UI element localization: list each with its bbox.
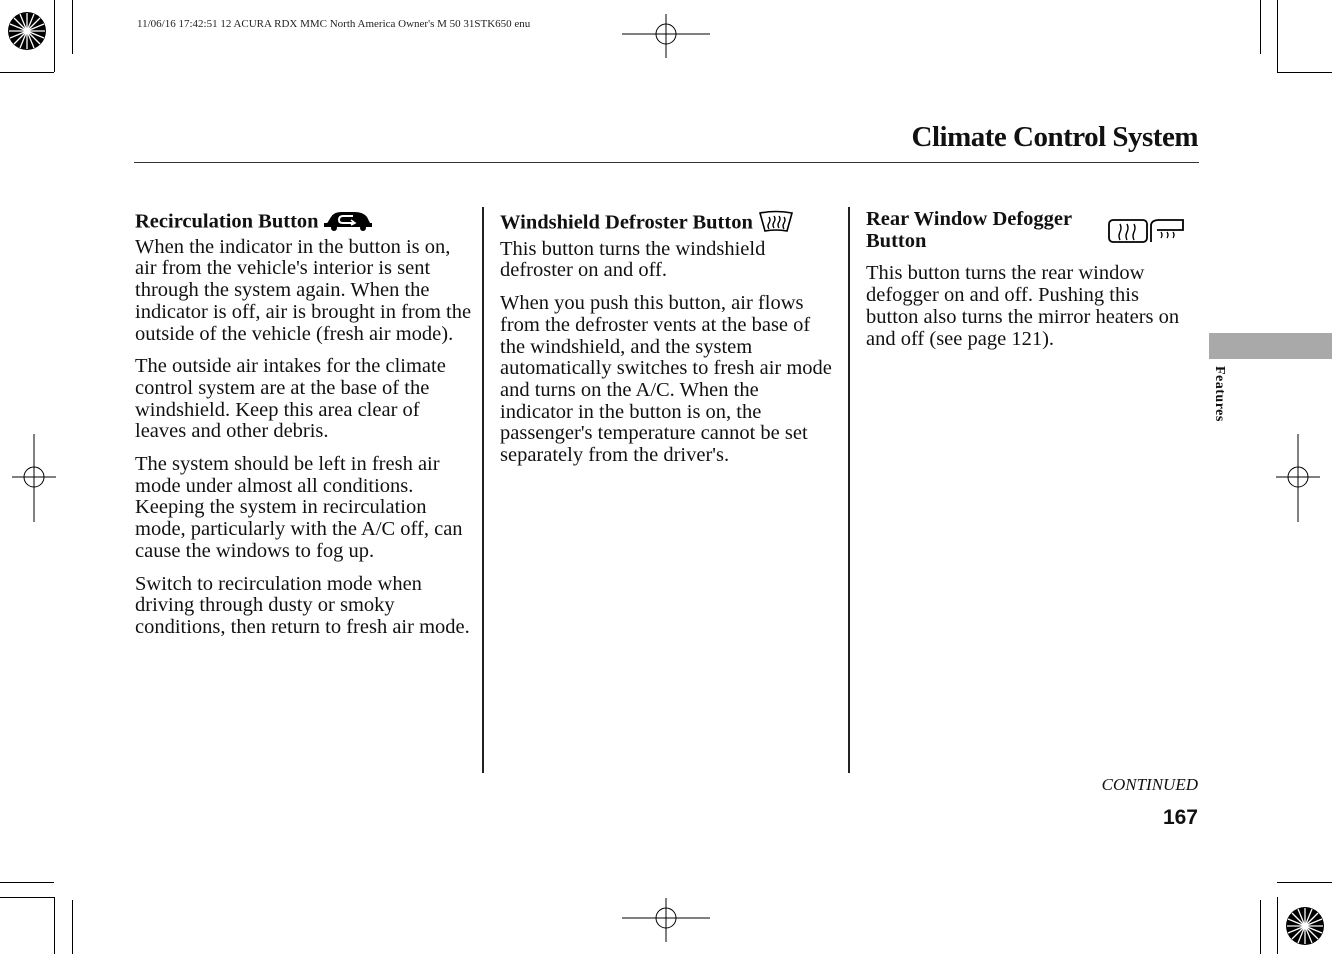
crosshair-mark-icon [1276,434,1320,522]
crosshair-mark-icon [12,434,56,522]
paragraph: When you push this button, air flows from the defroster vents at the base of the windshield, and the system automatically switches to fresh air mode and turns on the A/C. When the indicator in the button is on, the passenger's temperature cannot be set separately from the driver's. [500,292,832,467]
section-heading: Windshield Defroster Button [500,209,835,239]
page-title: Climate Control System [911,121,1198,153]
title-rule [134,162,1199,163]
recirculation-icon [323,209,373,237]
paragraph: Switch to recirculation mode when driving through dusty or smoky conditions, then return to fresh air mode. [135,572,470,638]
rear-defogger-icon [1107,216,1187,252]
section-heading-row [866,209,1196,252]
print-info: 11/06/16 17:42:51 12 ACURA RDX MMC North America Owner's M 50 31STK650 enu [137,18,531,30]
crosshair-mark-icon [622,898,710,942]
registration-sunburst-icon [6,10,48,52]
continued-label: CONTINUED [1101,775,1198,794]
page-number: 167 [1162,806,1198,829]
section-recirculation [135,209,475,650]
column-divider [848,207,850,773]
section-heading: Recirculation Button [135,209,475,237]
paragraph: This button turns the windshield defroster on and off. [500,237,766,282]
section-rear-defogger [866,209,1196,361]
column-divider [482,207,484,773]
windshield-defroster-icon [757,209,795,239]
registration-sunburst-icon [1284,905,1326,947]
crosshair-mark-icon [622,14,710,58]
paragraph: This button turns the rear window defogger on and off. Pushing this button also turns the mirror heaters on and off (see page 121). [866,262,1180,350]
section-tab [1209,333,1332,359]
paragraph: When the indicator in the button is on, air from the vehicle's interior is sent through the system again. When the indicator is off, air is brought in from the outside of the vehicle (fresh air mode). [135,235,472,345]
paragraph: The system should be left in fresh air mode under almost all conditions. Keeping the system in recirculation mode, particularly with the A/C off, can cause the windows to fog up. [135,453,463,562]
section-tab-label: Features [1212,366,1227,422]
paragraph: The outside air intakes for the climate control system are at the base of the windshield. Keep this area clear of leaves and other debris. [135,355,446,443]
section-windshield-defroster [500,209,835,478]
section-heading: Rear Window Defogger Button [866,208,1072,252]
